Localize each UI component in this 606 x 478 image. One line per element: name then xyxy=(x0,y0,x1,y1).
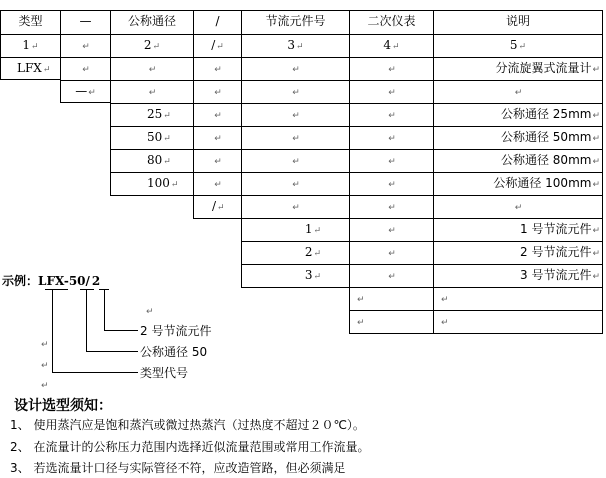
dash-value: — xyxy=(75,84,88,98)
header-slash-label: / xyxy=(215,14,220,28)
return-mark: ↵ xyxy=(292,180,300,190)
return-mark: ↵ xyxy=(41,381,49,391)
size-value: 50 xyxy=(147,130,163,144)
return-mark: ↵ xyxy=(292,157,300,167)
type-row-cell xyxy=(60,57,110,80)
leader-element-horizontal xyxy=(104,330,138,331)
return-mark: ↵ xyxy=(292,88,300,98)
return-mark: ↵ xyxy=(214,157,222,167)
return-mark: ↵ xyxy=(388,134,396,144)
size-cell xyxy=(110,172,193,196)
element-desc-cell xyxy=(433,218,603,241)
note-item-text: 1、 使用蒸汽应是饱和蒸汽或微过热蒸汽（过热度不超过２０℃）。 xyxy=(10,418,365,432)
size-description: 公称通径 100mm xyxy=(493,176,592,190)
header-secondary-meter-label: 二次仪表 xyxy=(367,14,416,28)
leader-element-vertical xyxy=(104,289,105,331)
element-description: 2 号节流元件 xyxy=(520,245,592,259)
return-mark: ↵ xyxy=(592,157,600,167)
header-nominal-diameter xyxy=(110,10,193,34)
annotation-element-text: 2 号节流元件 xyxy=(140,324,212,338)
annotation-size xyxy=(140,343,207,360)
type-code-cell xyxy=(0,57,60,80)
slash-row-cell xyxy=(241,195,349,218)
return-mark: ↵ xyxy=(441,295,449,305)
example-code-b: 2 xyxy=(91,274,101,288)
index-value: / xyxy=(211,38,216,52)
example-line xyxy=(2,272,100,289)
return-mark: ↵ xyxy=(214,88,222,98)
return-mark: ↵ xyxy=(592,65,600,75)
index-cell-dash xyxy=(60,34,110,57)
slash-value: / xyxy=(212,199,217,213)
size-description: 公称通径 80mm xyxy=(500,153,592,167)
return-mark: ↵ xyxy=(357,318,365,328)
element-description: 3 号节流元件 xyxy=(520,268,592,282)
element-row-cell xyxy=(349,264,433,287)
return-mark: ↵ xyxy=(31,42,39,52)
underline-size xyxy=(80,289,94,290)
index-value: 4 xyxy=(383,38,392,52)
element-row-cell xyxy=(349,241,433,264)
leader-size-horizontal xyxy=(86,351,138,352)
return-mark: ↵ xyxy=(217,203,225,213)
return-mark: ↵ xyxy=(592,134,600,144)
type-code: LFX xyxy=(17,61,42,75)
return-mark: ↵ xyxy=(292,65,300,75)
return-mark: ↵ xyxy=(214,65,222,75)
dash-row-cell xyxy=(349,80,433,103)
size-desc-cell xyxy=(433,103,603,126)
element-value: 1 xyxy=(304,222,313,236)
element-value: 2 xyxy=(304,245,313,259)
element-cell xyxy=(241,241,349,264)
header-nominal-diameter-label: 公称通径 xyxy=(127,14,176,28)
return-mark: ↵ xyxy=(388,157,396,167)
return-mark: ↵ xyxy=(514,203,523,213)
dash-cell xyxy=(60,80,110,103)
return-mark: ↵ xyxy=(148,65,157,75)
size-row-cell xyxy=(193,103,241,126)
index-cell-1 xyxy=(0,34,60,57)
annotation-element xyxy=(140,322,211,339)
return-mark: ↵ xyxy=(357,295,365,305)
return-mark: ↵ xyxy=(388,226,396,236)
element-row-cell xyxy=(349,218,433,241)
header-description xyxy=(433,10,603,34)
note-item-text: 2、 在流量计的公称压力范围内选择近似流量范围或常用工作流量。 xyxy=(10,440,370,454)
type-description: 分流旋翼式流量计 xyxy=(495,61,592,75)
element-cell xyxy=(241,218,349,241)
index-value: 1 xyxy=(22,38,31,52)
header-element-number-label: 节流元件号 xyxy=(265,14,326,28)
return-mark: ↵ xyxy=(313,249,321,259)
example-label: 示例： xyxy=(2,274,39,288)
notes-title-text: 设计选型须知： xyxy=(14,398,112,414)
return-mark: ↵ xyxy=(214,180,222,190)
slash-row-cell xyxy=(349,195,433,218)
size-row-cell xyxy=(193,149,241,172)
size-value: 80 xyxy=(147,153,163,167)
element-description: 1 号节流元件 xyxy=(520,222,592,236)
return-mark: ↵ xyxy=(41,361,49,371)
leader-type-horizontal xyxy=(52,372,138,373)
size-desc-cell xyxy=(433,126,603,149)
note-item-text: 3、 若选流量计口径与实际管径不符，应改造管路，但必须满足 xyxy=(10,461,346,475)
header-description-label: 说明 xyxy=(505,14,530,28)
size-value: 25 xyxy=(147,107,163,121)
dash-row-cell xyxy=(241,80,349,103)
header-type xyxy=(0,10,60,34)
return-mark: ↵ xyxy=(214,111,222,121)
return-mark: ↵ xyxy=(82,65,90,75)
return-mark: ↵ xyxy=(152,42,161,52)
size-row-cell xyxy=(241,126,349,149)
index-cell-4 xyxy=(349,34,433,57)
type-desc-cell xyxy=(433,57,603,80)
size-row-cell xyxy=(349,172,433,195)
header-slash xyxy=(193,10,241,34)
return-mark: ↵ xyxy=(388,65,396,75)
return-mark: ↵ xyxy=(214,134,222,144)
return-mark: ↵ xyxy=(592,272,600,282)
return-mark: ↵ xyxy=(592,111,600,121)
return-mark: ↵ xyxy=(292,134,300,144)
size-desc-cell xyxy=(433,149,603,172)
type-row-cell xyxy=(110,57,193,80)
return-mark: ↵ xyxy=(170,180,179,190)
blank-cell xyxy=(433,287,603,310)
element-desc-cell xyxy=(433,241,603,264)
index-value: 3 xyxy=(287,38,296,52)
size-row-cell xyxy=(241,103,349,126)
index-cell-2 xyxy=(110,34,193,57)
return-mark: ↵ xyxy=(592,226,600,236)
return-mark: ↵ xyxy=(88,88,96,98)
annotation-size-text: 公称通径 50 xyxy=(140,345,208,359)
index-value: 5 xyxy=(509,38,518,52)
leader-size-vertical xyxy=(86,289,87,352)
header-element-number xyxy=(241,10,349,34)
size-row-cell xyxy=(349,126,433,149)
example-code-a: LFX-50/ xyxy=(38,274,90,288)
leader-type-vertical xyxy=(52,289,53,373)
return-mark: ↵ xyxy=(388,272,396,282)
slash-row-cell xyxy=(433,195,603,218)
return-mark: ↵ xyxy=(592,180,600,190)
annotation-type-text: 类型代号 xyxy=(140,366,189,380)
underline-type xyxy=(45,289,68,290)
blank-cell xyxy=(349,287,433,310)
size-row-cell xyxy=(349,103,433,126)
header-dash xyxy=(60,10,110,34)
annotation-type xyxy=(140,364,188,381)
type-row-cell xyxy=(193,57,241,80)
size-row-cell xyxy=(193,172,241,195)
return-mark: ↵ xyxy=(296,42,304,52)
return-mark: ↵ xyxy=(388,111,396,121)
return-mark: ↵ xyxy=(313,226,321,236)
return-mark: ↵ xyxy=(392,42,400,52)
size-cell xyxy=(110,149,193,172)
return-mark: ↵ xyxy=(388,180,396,190)
index-cell-3 xyxy=(241,34,349,57)
return-mark: ↵ xyxy=(216,42,224,52)
return-mark: ↵ xyxy=(163,134,171,144)
index-cell-slash xyxy=(193,34,241,57)
note-item xyxy=(10,416,365,433)
header-type-label: 类型 xyxy=(18,14,43,28)
element-value: 3 xyxy=(304,268,313,282)
size-description: 公称通径 50mm xyxy=(500,130,592,144)
return-mark: ↵ xyxy=(292,203,300,213)
slash-cell xyxy=(193,195,241,219)
header-secondary-meter xyxy=(349,10,433,34)
type-row-cell xyxy=(241,57,349,80)
size-value: 100 xyxy=(147,176,170,190)
return-mark: ↵ xyxy=(163,157,171,167)
size-desc-cell xyxy=(433,172,603,195)
blank-cell xyxy=(433,310,603,334)
return-mark: ↵ xyxy=(313,272,321,282)
return-mark: ↵ xyxy=(146,307,154,317)
note-item xyxy=(10,459,345,476)
dash-row-cell xyxy=(193,80,241,103)
return-mark: ↵ xyxy=(441,318,449,328)
return-mark: ↵ xyxy=(148,88,157,98)
size-row-cell xyxy=(241,149,349,172)
size-row-cell xyxy=(241,172,349,195)
size-description: 公称通径 25mm xyxy=(500,107,592,121)
header-dash-label: — xyxy=(79,14,92,28)
size-cell xyxy=(110,126,193,149)
return-mark: ↵ xyxy=(41,340,49,350)
return-mark: ↵ xyxy=(388,203,396,213)
dash-row-cell xyxy=(433,80,603,103)
return-mark: ↵ xyxy=(592,249,600,259)
return-mark: ↵ xyxy=(163,111,171,121)
return-mark: ↵ xyxy=(42,65,51,75)
type-row-cell xyxy=(349,57,433,80)
dash-row-cell xyxy=(110,80,193,103)
return-mark: ↵ xyxy=(82,42,90,52)
return-mark: ↵ xyxy=(292,111,300,121)
return-mark: ↵ xyxy=(388,249,396,259)
return-mark: ↵ xyxy=(514,88,523,98)
return-mark: ↵ xyxy=(518,42,527,52)
element-desc-cell xyxy=(433,264,603,287)
notes-title xyxy=(14,395,112,415)
size-cell xyxy=(110,103,193,126)
size-row-cell xyxy=(193,126,241,149)
index-value: 2 xyxy=(143,38,152,52)
blank-cell xyxy=(349,310,433,334)
index-cell-5 xyxy=(433,34,603,57)
return-mark: ↵ xyxy=(388,88,396,98)
element-cell xyxy=(241,264,349,288)
size-row-cell xyxy=(349,149,433,172)
note-item xyxy=(10,438,369,455)
